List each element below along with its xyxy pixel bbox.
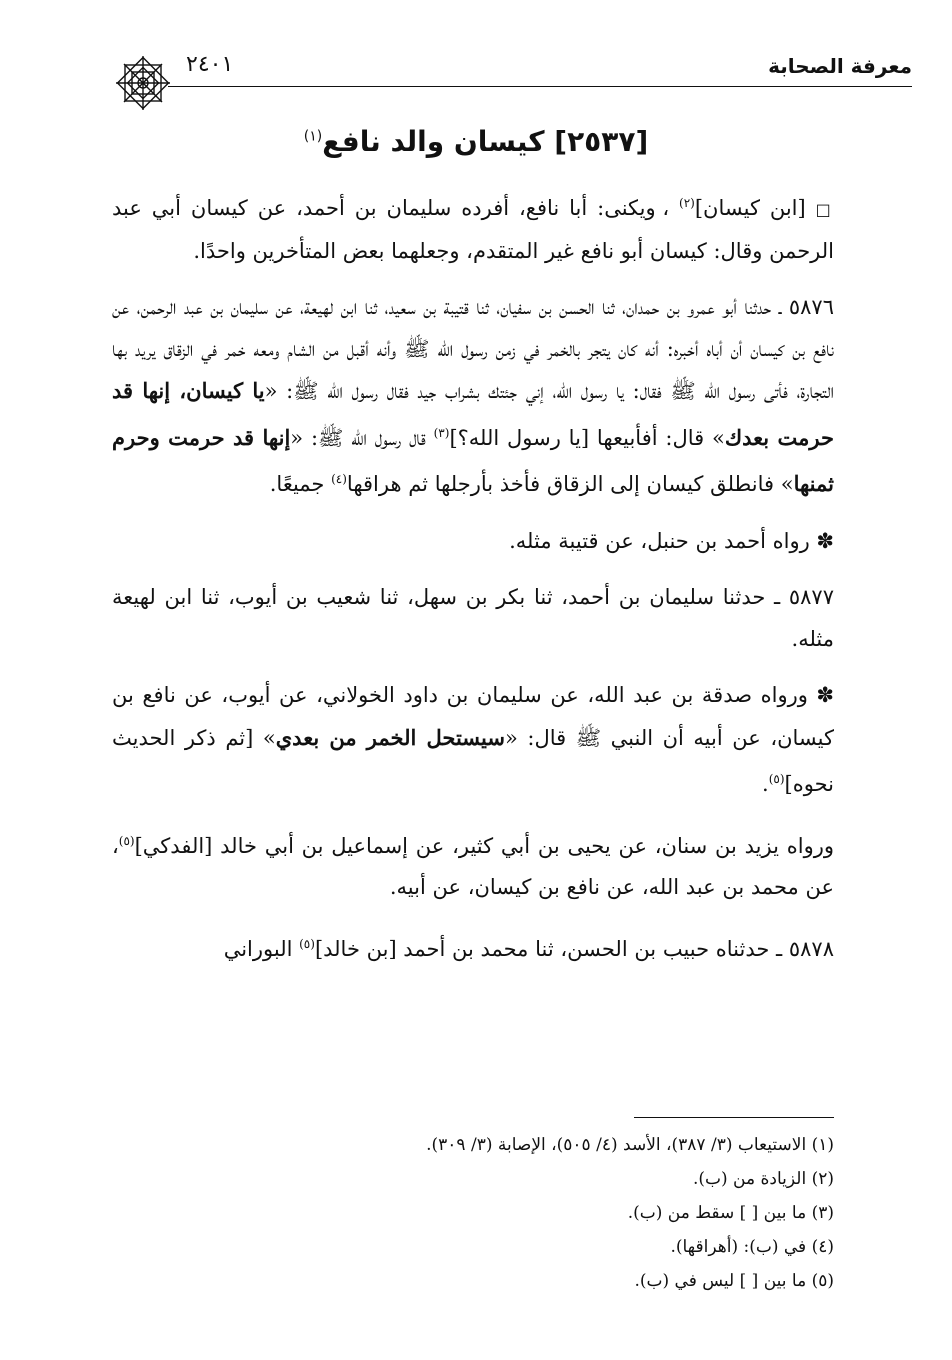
hadith-5876 (112, 287, 834, 506)
text-span: » قال: أفأبيعها [يا رسول الله؟] (449, 425, 725, 450)
footnotes (112, 1128, 834, 1298)
paragraph-intro (112, 183, 834, 272)
text-span: » [ثم ذكر الحديث نحوه] (112, 725, 834, 796)
text-span: . (762, 772, 769, 796)
text-span: ، ويكنى: أبا نافع، أفرده سليمان بن أحمد، عن كيسان أبي عبد الرحمن وقال: كيسان أبو نافع غير المتقدم، وجعلهما بعض المتأخرين واحدًا. (112, 196, 834, 263)
note-ref: (٣) (433, 425, 450, 440)
note-ref: (٥) (768, 772, 785, 786)
chapter-heading (0, 125, 952, 158)
header-rule (168, 86, 912, 87)
ornament-icon (112, 52, 174, 114)
text-span: ، عن محمد بن عبد الله، عن نافع بن كيسان، عن أبيه. (112, 833, 834, 899)
footnote-rule (634, 1117, 834, 1118)
quoted-saying: إنها قد حرمت وحرم ثمنها (112, 424, 834, 496)
narration-sadaqa (112, 675, 834, 806)
quoted-saying: سيستحل الخمر من بعدي (275, 724, 505, 750)
page-number: ٢٤٠١ (186, 52, 234, 77)
text-span: ورواه يزيد بن سنان، عن يحيى بن أبي كثير، عن إسماعيل بن أبي خالد [الفدكي] (134, 833, 834, 858)
footnote-1: (١) الاستيعاب (٣/ ٣٨٧)، الأسد (٤/ ٥٠٥)، الإصابة (٣/ ٣٠٩). (426, 1135, 834, 1155)
narration-ahmad (112, 521, 834, 563)
note-ref: (٤) (331, 472, 347, 486)
note-ref: (٥) (299, 936, 315, 951)
text-span: البوراني (223, 936, 300, 961)
text-span: جميعًا. (269, 472, 332, 496)
running-header (108, 52, 912, 98)
quoted-saying: يا كيسان، إنها قد حرمت بعدك (112, 378, 834, 450)
narration-yazid (112, 821, 834, 909)
text-span: ٥٨٧٧ ـ حدثنا سليمان بن أحمد، ثنا بكر بن سهل، ثنا شعيب بن أيوب، ثنا ابن لهيعة مثله. (112, 585, 834, 651)
hadith-5878 (112, 924, 834, 971)
footnote-3: (٣) ما بين [ ] سقط من (ب). (627, 1203, 834, 1223)
hadith-5877 (112, 577, 834, 660)
text-span: [ابن كيسان] (694, 196, 806, 220)
book-title: معرفة الصحابة (768, 54, 912, 78)
text-span: ✽ ورواه صدقة بن عبد الله، عن سليمان بن داود الخولاني، عن أيوب، عن نافع بن كيسان، عن أبيه أن النبي ﷺ قال: « (112, 683, 834, 750)
chapter-note-ref: (١) (303, 128, 323, 145)
footnote-4: (٤) في (ب): (أهراقها). (670, 1237, 834, 1257)
text-span: » فانطلق كيسان إلى الزقاق فأخذ بأرجلها ثم هراقها (346, 472, 794, 496)
note-ref: (٥) (118, 833, 135, 848)
body-text (112, 183, 834, 985)
footnote-5: (٥) ما بين [ ] ليس في (ب). (634, 1271, 834, 1291)
text-span: ٥٨٧٨ ـ حدثناه حبيب بن الحسن، ثنا محمد بن أحمد [بن خالد] (314, 936, 834, 961)
note-ref: (٢) (679, 196, 695, 210)
footnote-2: (٢) الزيادة من (ب). (692, 1169, 834, 1189)
text-span: قال رسول الله ﷺ: « (290, 425, 434, 450)
text-span: ✽ رواه أحمد بن حنبل، عن قتيبة مثله. (509, 528, 834, 553)
text-span: ٥٨٧٦ ـ حدثنا أبو عمرو بن حمدان، ثنا الحسن بن سفيان، ثنا قتيبة بن سعيد، ثنا ابن لهيعة، عن سليمان بن عبد الرحمن، عن نافع بن كيسان أن أباه أخبره: أنه كان يتجر بالخمر في زمن رسول الله ﷺ وأنه أقبل من الشام ومعه خمر في الزقاق يريد بها التجارة، فأتى رسول الله ﷺ فقال: يا رسول الله، إني جئتك بشراب جيد فقال رسول الله ﷺ: « (112, 295, 834, 403)
square-marker-icon: □ (815, 200, 834, 219)
chapter-title: [٢٥٣٧] كيسان والد نافع (322, 125, 649, 158)
